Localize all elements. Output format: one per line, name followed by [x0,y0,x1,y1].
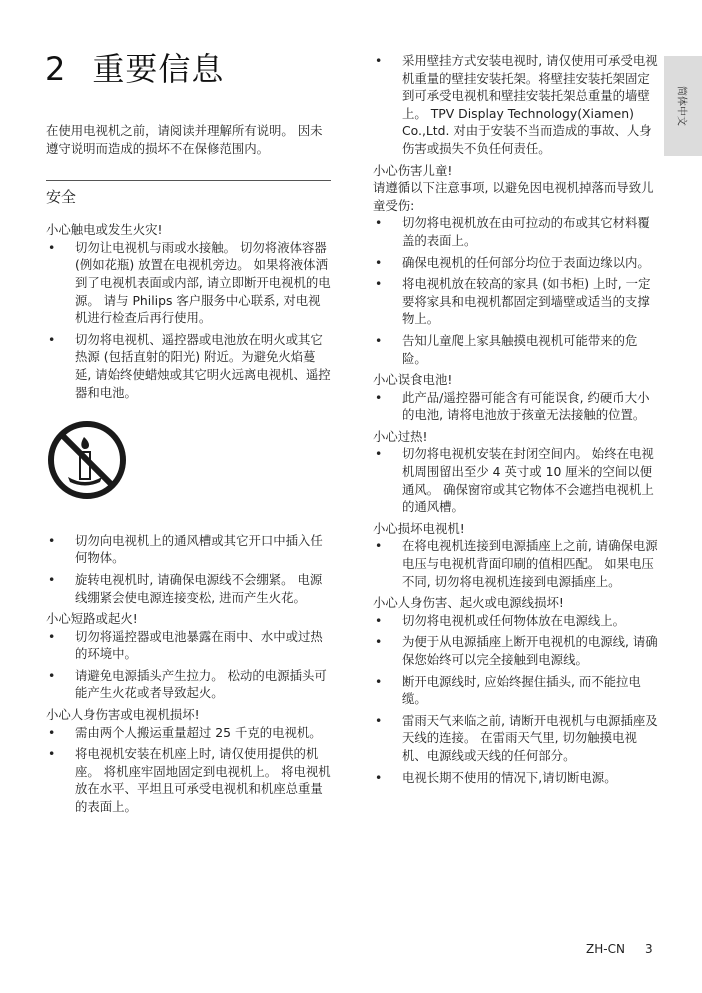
warning-heading: 小心人身伤害、起火或电源线损坏! [373,595,564,611]
list-item: • 切勿将遥控器或电池暴露在雨中、水中或过热的环境中。 [46,628,331,663]
warning-heading: 小心人身伤害或电视机损坏! [46,707,200,723]
bullet-list [373,52,659,158]
page-title [45,44,224,90]
list-item: • 电视长期不使用的情况下,请切断电源。 [373,769,659,787]
child-safety-intro: 请遵循以下注意事项, 以避免因电视机掉落而导致儿童受伤: [373,180,654,213]
left-column [46,122,331,820]
list-item: • 切勿将电视机安装在封闭空间内。 始终在电视机周围留出至少 4 英寸或 10 厘米的空间以便通风。 确保窗帘或其它物体不会遮挡电视机上的通风槽。 [373,445,659,515]
list-item: • 切勿将电视机或任何物体放在电源线上。 [373,612,659,630]
warning-heading: 小心过热! [373,428,428,444]
list-item: • 切勿让电视机与雨或水接触。 切勿将液体容器 (例如花瓶) 放置在电视机旁边。 如果将液体洒到了电视机表面或内部, 请立即断开电视机的电源。 请与 Philips 客户服务中心联系, 对电视机进行检查后再行使用。 [46,239,331,327]
warning-heading: 小心误食电池! [373,372,453,388]
list-item: • 切勿将电视机、遥控器或电池放在明火或其它热源 (包括直射的阳光) 附近。为避免火焰蔓延, 请始终使蜡烛或其它明火远离电视机、遥控器和电池。 [46,331,331,401]
list-item: • 将电视机安装在机座上时, 请仅使用提供的机座。 将机座牢固地固定到电视机上。 将电视机放在水平、平坦且可承受电视机和机座总重量的表面上。 [46,745,331,815]
list-item: • 采用壁挂方式安装电视时, 请仅使用可承受电视机重量的壁挂安装托架。将壁挂安装托架固定到可承受电视机和壁挂安装托架总重量的墙壁上。 TPV Display Technology(Xiamen) Co.,Ltd. 对由于安装不当而造成的事故、人身伤害或损失不负任何责任。 [373,52,659,158]
list-item: • 雷雨天气来临之前, 请断开电视机与电源插座及天线的连接。 在雷雨天气里, 切勿触摸电视机、电源线或天线的任何部分。 [373,712,659,765]
language-tab-label: 简体中文 [675,86,687,126]
list-item: • 为便于从电源插座上断开电视机的电源线, 请确保您始终可以完全接触到电源线。 [373,633,659,668]
bullet-list [46,239,331,401]
list-item: • 切勿向电视机上的通风槽或其它开口中插入任何物体。 [46,532,331,567]
bullet-list [46,532,331,606]
list-item: • 旋转电视机时, 请确保电源线不会绷紧。 电源线绷紧会使电源连接变松, 进而产生火花。 [46,571,331,606]
warning-heading: 小心触电或发生火灾! [46,222,163,238]
section-title-safety: 安全 [46,188,77,207]
bullet-list [373,445,659,515]
no-open-flame-icon [46,419,128,501]
right-column [373,52,659,790]
right-groups-bottom [373,214,659,786]
chapter-title: 重要信息 [92,50,225,88]
page-footer [586,942,653,956]
list-item: • 需由两个人搬运重量超过 25 千克的电视机。 [46,724,331,742]
list-item: • 告知儿童爬上家具触摸电视机可能带来的危险。 [373,332,659,367]
bullet-list [46,628,331,702]
bullet-list [373,612,659,786]
bullet-list [46,724,331,816]
list-item: • 切勿将电视机放在由可拉动的布或其它材料覆盖的表面上。 [373,214,659,249]
bullet-list [373,389,659,424]
left-groups-bottom [46,532,331,816]
child-safety-heading: 小心伤害儿童! [373,162,453,178]
language-side-tab [664,56,702,156]
warning-heading: 小心短路或起火! [46,611,138,627]
list-item: • 在将电视机连接到电源插座上之前, 请确保电源电压与电视机背面印刷的值相匹配。 如果电压不同, 切勿将电视机连接到电源插座上。 [373,537,659,590]
intro-paragraph: 在使用电视机之前，请阅读并理解所有说明。 因未遵守说明而造成的损坏不在保修范围内。 [46,123,323,156]
bullet-list [373,214,659,367]
footer-language-code: ZH-CN [586,942,625,956]
section-divider [46,180,331,181]
left-groups-top [46,221,331,401]
list-item: • 确保电视机的任何部分均位于表面边缘以内。 [373,254,659,272]
list-item: • 此产品/遥控器可能含有可能误食, 约硬币大小的电池, 请将电池放于孩童无法接触的位置。 [373,389,659,424]
page-number: 3 [644,942,653,956]
bullet-list [373,537,659,590]
list-item: • 断开电源线时, 应始终握住插头, 而不能拉电缆。 [373,673,659,708]
warning-heading: 小心损坏电视机! [373,520,465,536]
list-item: • 请避免电源插头产生拉力。 松动的电源插头可能产生火花或者导致起火。 [46,667,331,702]
list-item: • 将电视机放在较高的家具 (如书柜) 上时, 一定要将家具和电视机都固定到墙壁或适当的支撑物上。 [373,275,659,328]
right-groups-top [373,52,659,158]
chapter-number: 2 [45,50,67,88]
